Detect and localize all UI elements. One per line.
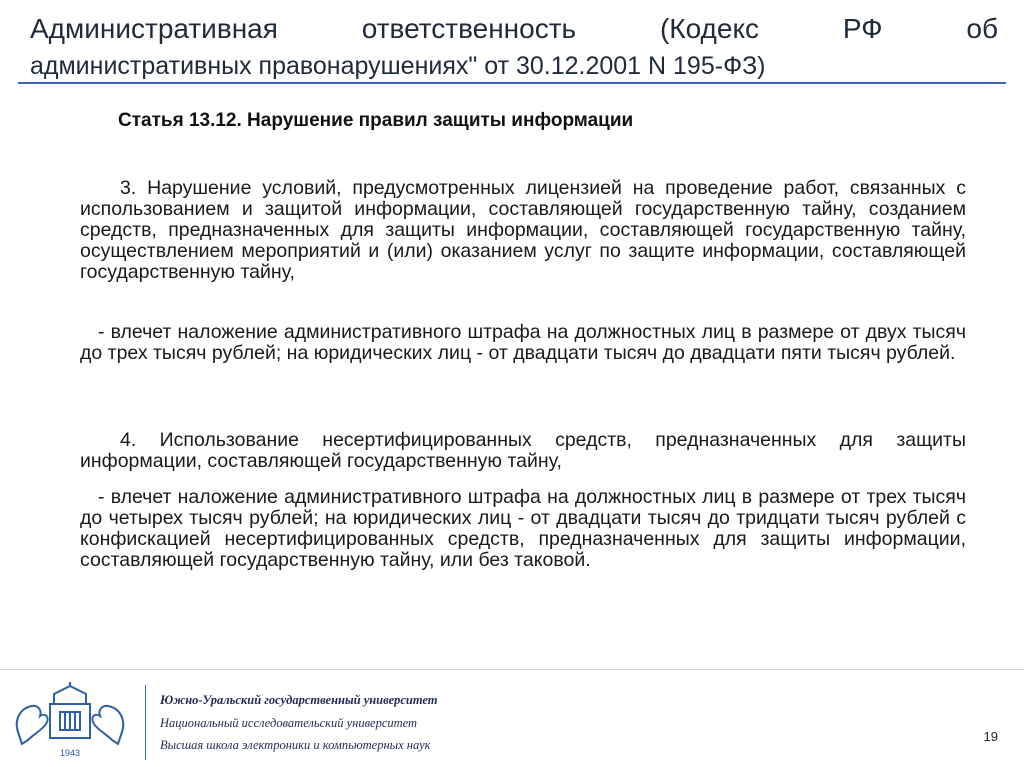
paragraph-4: 4. Использование несертифицированных средств, предназначенных для защиты информации, составляющей государственную тайну,	[80, 429, 966, 472]
footer-university-status: Национальный исследовательский университет	[160, 716, 418, 730]
paragraph-3: 3. Нарушение условий, предусмотренных лицензией на проведение работ, связанных с использованием и защитой информации, составляющей государственную тайну, созданием средств, предназначенных для защиты информации, составляющей государственную тайну, осуществлением мероприятий и (или) оказанием услуг по защите информации, составляющей государственную тайну,	[80, 177, 966, 283]
footer-school-name: Высшая школа электроники и компьютерных наук	[160, 738, 431, 752]
slide-title	[30, 14, 998, 45]
university-logo-icon	[10, 682, 130, 760]
footer-university-name: Южно-Уральский государственный университет	[160, 693, 438, 707]
title-divider	[18, 82, 1006, 84]
footer-vertical-divider	[145, 685, 146, 760]
paragraph-3-penalty: - влечет наложение административного штрафа на должностных лиц в размере от двух тысяч до трех тысяч рублей; на юридических лиц - от двадцати тысяч до двадцати пяти тысяч рублей.	[80, 321, 966, 364]
paragraph-4-penalty: - влечет наложение административного штрафа на должностных лиц в размере от трех тысяч до четырех тысяч рублей; на юридических лиц - от двадцати тысяч до тридцати тысяч рублей с конфискацией несертифицированных средств, предназначенных для защиты информации, составляющей государственную тайну, или без таковой.	[80, 486, 966, 571]
slide-title-line1: Административная ответственность (Кодекс РФ об	[30, 13, 998, 44]
svg-text:1943: 1943	[59, 748, 81, 758]
article-heading: Статья 13.12. Нарушение правил защиты информации	[118, 110, 634, 131]
slide-title-line2: административных правонарушениях" от 30.12.2001 N 195-ФЗ)	[30, 52, 766, 80]
page-number: 19	[983, 729, 998, 744]
footer-divider	[0, 669, 1024, 670]
